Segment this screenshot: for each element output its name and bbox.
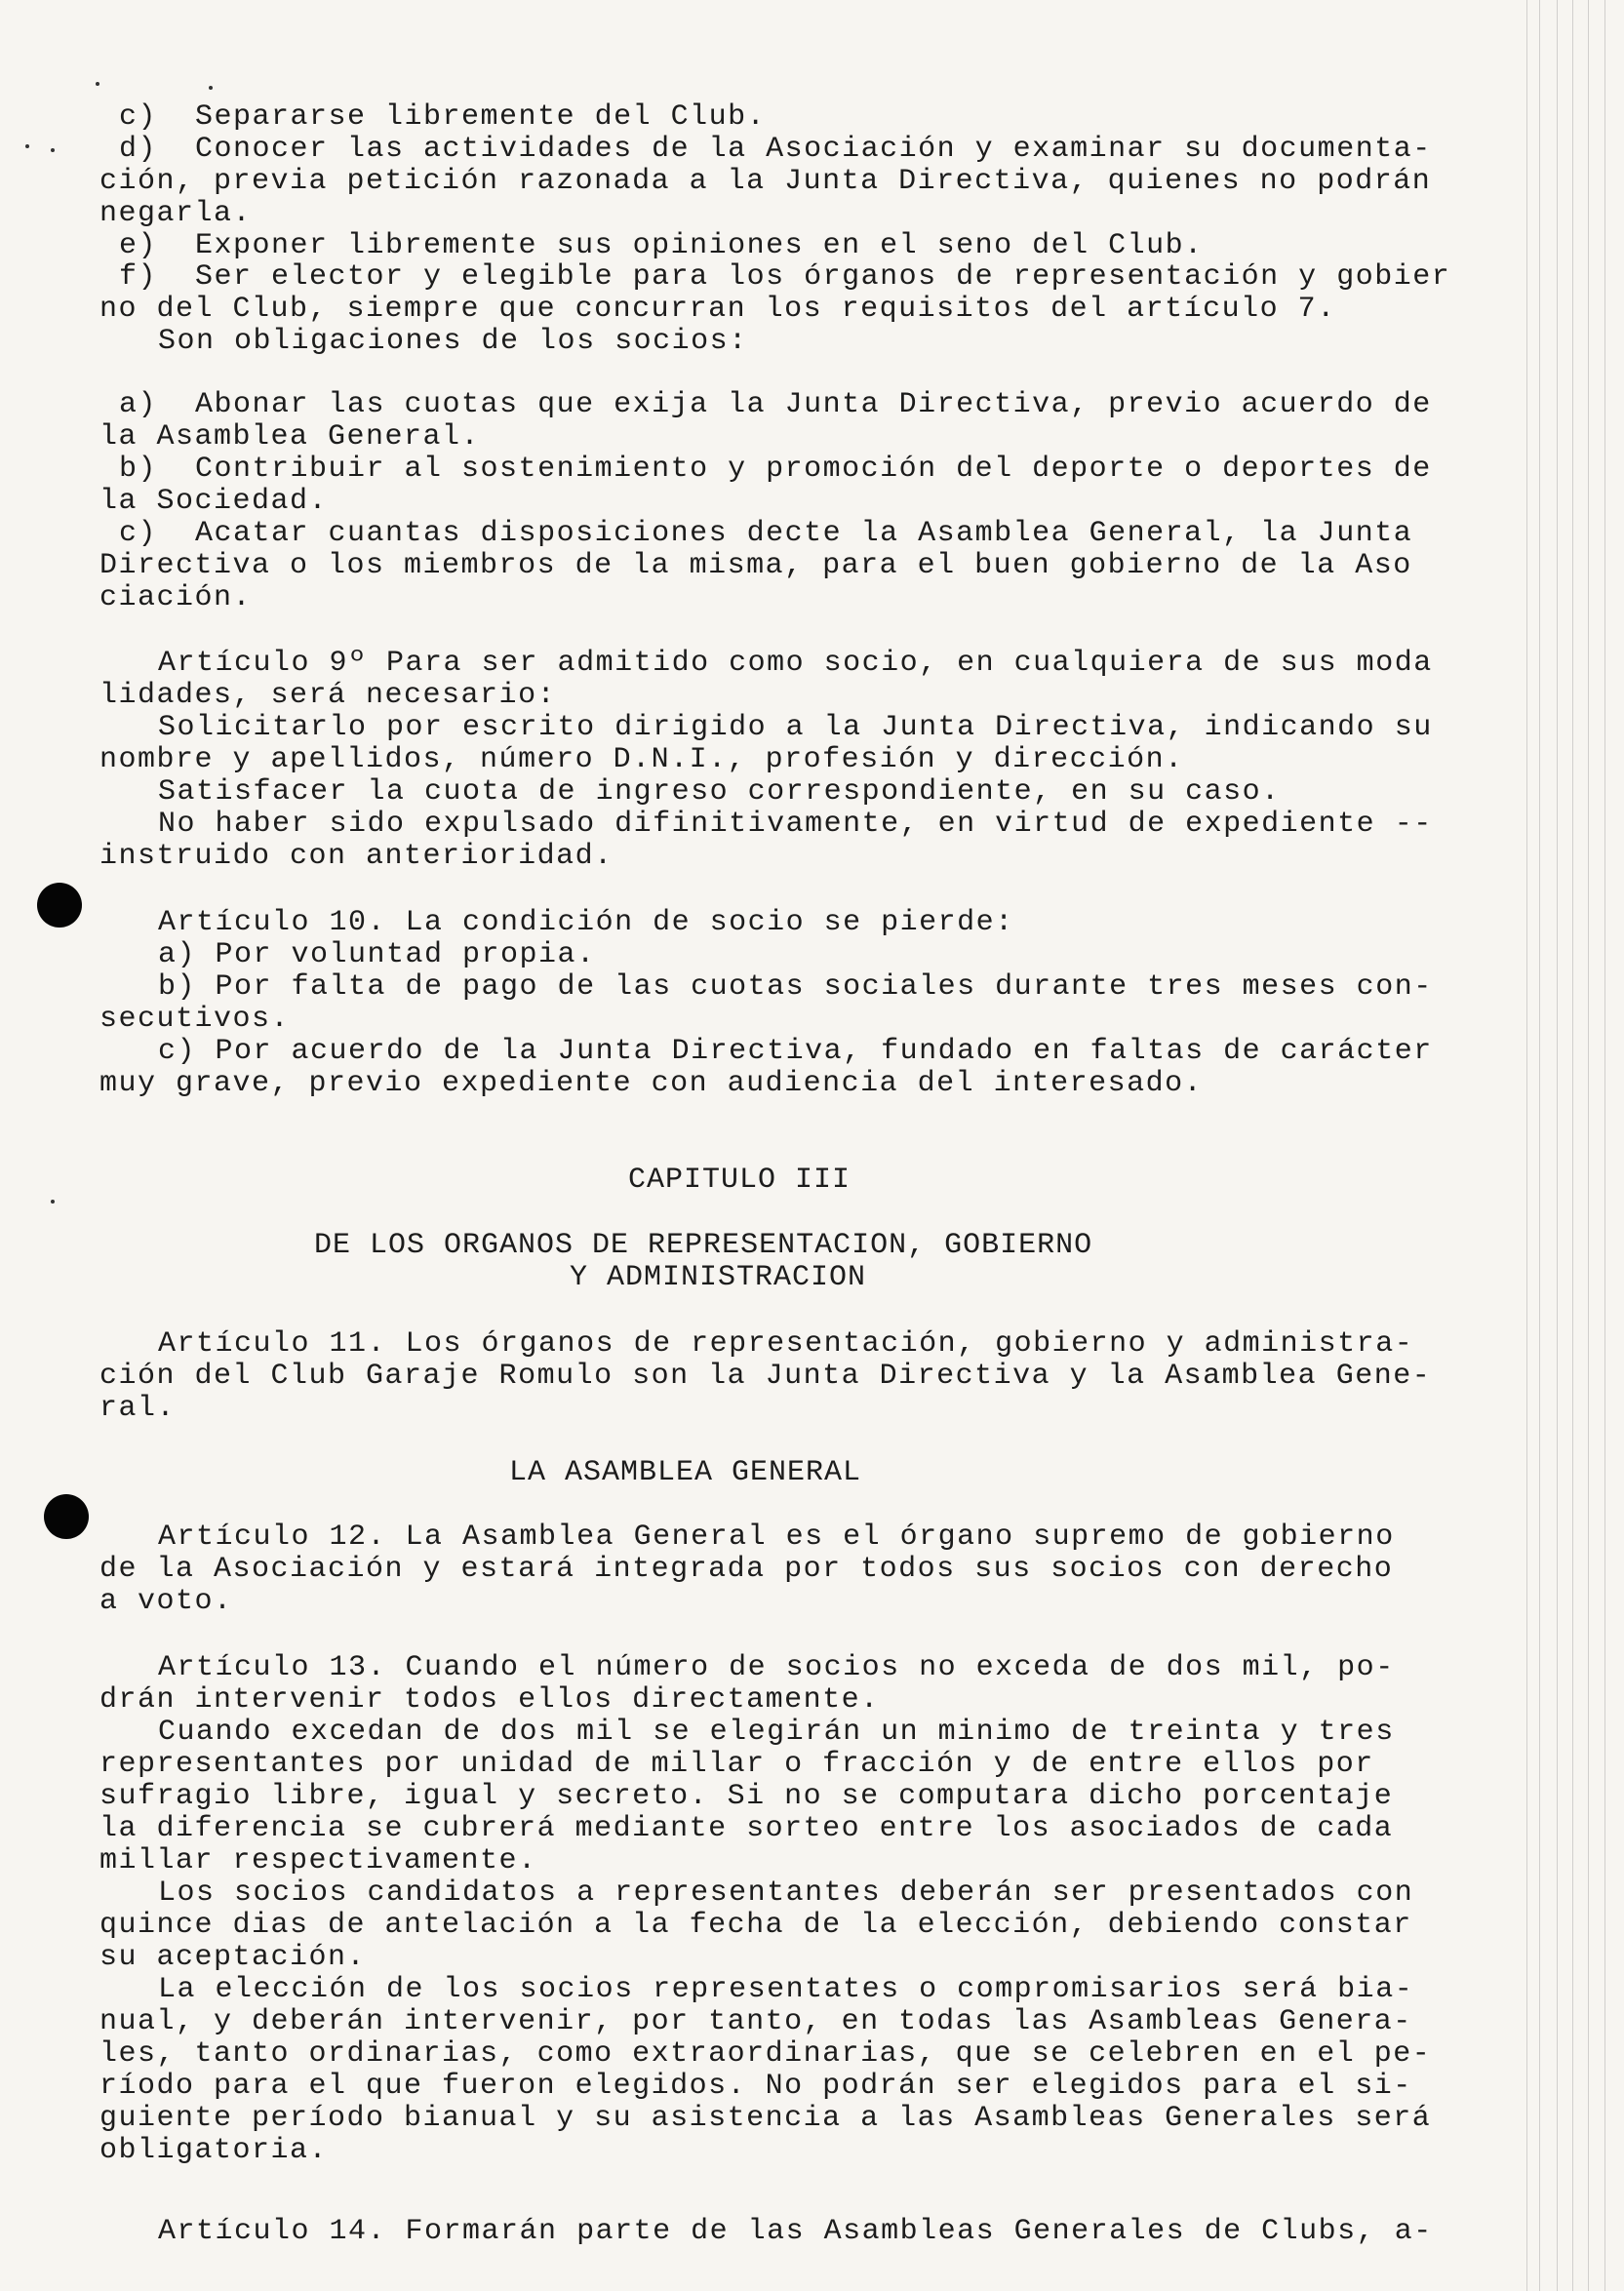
text-line: a) Por voluntad propia. [158, 938, 596, 971]
text-line: Solicitarlo por escrito dirigido a la Junta Directiva, indicando su [158, 711, 1433, 744]
scan-edge-line [1526, 0, 1527, 2291]
text-line: lidades, será necesario: [99, 679, 557, 712]
text-line: guiente período bianual y su asistencia a las Asambleas Generales será [99, 2102, 1432, 2135]
text-line: Artículo 12. La Asamblea General es el órgano supremo de gobierno [158, 1521, 1395, 1554]
text-line: Son obligaciones de los socios: [158, 325, 748, 358]
text-line: la Asamblea General. [99, 420, 481, 454]
chapter-subtitle: DE LOS ORGANOS DE REPRESENTACION, GOBIERNO [314, 1229, 1093, 1262]
chapter-title: CAPITULO III [628, 1164, 852, 1197]
section-title: LA ASAMBLEA GENERAL [509, 1456, 862, 1489]
text-line: Artículo 10. La condición de socio se pierde: [158, 906, 1014, 939]
text-line: No haber sido expulsado difinitivamente, en virtud de expediente -- [158, 808, 1433, 841]
text-line: nombre y apellidos, número D.N.I., profesión y dirección. [99, 743, 1184, 776]
text-line: e) Exponer libremente sus opiniones en el seno del Club. [119, 229, 1204, 262]
text-line: f) Ser elector y elegible para los órganos de representación y gobier [119, 260, 1451, 294]
text-line: ríodo para el que fueron elegidos. No podrán ser elegidos para el si- [99, 2070, 1412, 2103]
text-line: la Sociedad. [99, 485, 329, 518]
text-line: millar respectivamente. [99, 1844, 537, 1877]
scan-edge-line [1572, 0, 1573, 2291]
text-line: a) Abonar las cuotas que exija la Junta Directiva, previo acuerdo de [119, 388, 1432, 421]
scan-speck [209, 86, 213, 90]
text-line: ción del Club Garaje Romulo son la Junta Directiva y la Asamblea Gene- [99, 1360, 1432, 1393]
text-line: sufragio libre, igual y secreto. Si no se computara dicho porcentaje [99, 1780, 1394, 1813]
text-line: d) Conocer las actividades de la Asociación y examinar su documenta- [119, 133, 1432, 166]
text-line: no del Club, siempre que concurran los requisitos del artículo 7. [99, 293, 1336, 326]
scan-speck [51, 148, 55, 152]
scan-speck [25, 144, 29, 148]
text-line: secutivos. [99, 1003, 291, 1036]
text-line: de la Asociación y estará integrada por todos sus socios con derecho [99, 1553, 1394, 1586]
text-line: a voto. [99, 1585, 233, 1618]
text-line: negarla. [99, 197, 253, 230]
scan-speck [96, 82, 99, 86]
text-line: b) Por falta de pago de las cuotas sociales durante tres meses con- [158, 970, 1433, 1004]
scan-edge-line [1557, 0, 1558, 2291]
text-line: Directiva o los miembros de la misma, para el buen gobierno de la Aso [99, 549, 1412, 582]
text-line: Artículo 14. Formarán parte de las Asambleas Generales de Clubs, a- [158, 2215, 1433, 2248]
text-line: c) Acatar cuantas disposiciones decte la Asamblea General, la Junta [119, 517, 1413, 550]
text-line: nual, y deberán intervenir, por tanto, en todas las Asambleas Genera- [99, 2005, 1412, 2038]
punch-hole-bottom [44, 1494, 89, 1539]
text-line: quince dias de antelación a la fecha de la elección, debiendo constar [99, 1909, 1412, 1942]
text-line: c) Por acuerdo de la Junta Directiva, fundado en faltas de carácter [158, 1035, 1433, 1068]
text-line: muy grave, previo expediente con audiencia del interesado. [99, 1067, 1204, 1100]
text-line: les, tanto ordinarias, como extraordinarias, que se celebren en el pe- [99, 2037, 1432, 2071]
text-line: drán intervenir todos ellos directamente. [99, 1683, 880, 1717]
text-line: Los socios candidatos a representantes deberán ser presentados con [158, 1876, 1414, 1910]
scan-edge-line [1539, 0, 1540, 2291]
scan-speck [51, 1200, 55, 1204]
text-line: Artículo 13. Cuando el número de socios no exceda de dos mil, po- [158, 1651, 1395, 1684]
text-line: Satisfacer la cuota de ingreso correspondiente, en su caso. [158, 775, 1281, 809]
text-line: ción, previa petición razonada a la Junta Directiva, quienes no podrán [99, 165, 1432, 198]
chapter-subtitle: Y ADMINISTRACION [570, 1261, 867, 1294]
text-line: su aceptación. [99, 1941, 367, 1974]
text-line: instruido con anterioridad. [99, 840, 614, 873]
punch-hole-top [37, 883, 82, 928]
text-line: ciación. [99, 581, 253, 614]
text-line: representantes por unidad de millar o fracción y de entre ellos por [99, 1748, 1374, 1781]
text-line: la diferencia se cubrerá mediante sorteo entre los asociados de cada [99, 1812, 1394, 1845]
text-line: c) Separarse libremente del Club. [119, 100, 767, 134]
text-line: Artículo 9º Para ser admitido como socio, en cualquiera de sus moda [158, 647, 1433, 680]
scan-edge-line [1588, 0, 1589, 2291]
text-line: Artículo 11. Los órganos de representación, gobierno y administra- [158, 1327, 1414, 1361]
text-line: La elección de los socios representates o compromisarios será bia- [158, 1973, 1414, 2006]
text-line: obligatoria. [99, 2134, 329, 2167]
text-line: Cuando excedan de dos mil se elegirán un minimo de treinta y tres [158, 1716, 1395, 1749]
text-line: ral. [99, 1392, 177, 1425]
scan-edge-line [1604, 0, 1605, 2291]
text-line: b) Contribuir al sostenimiento y promoción del deporte o deportes de [119, 453, 1432, 486]
